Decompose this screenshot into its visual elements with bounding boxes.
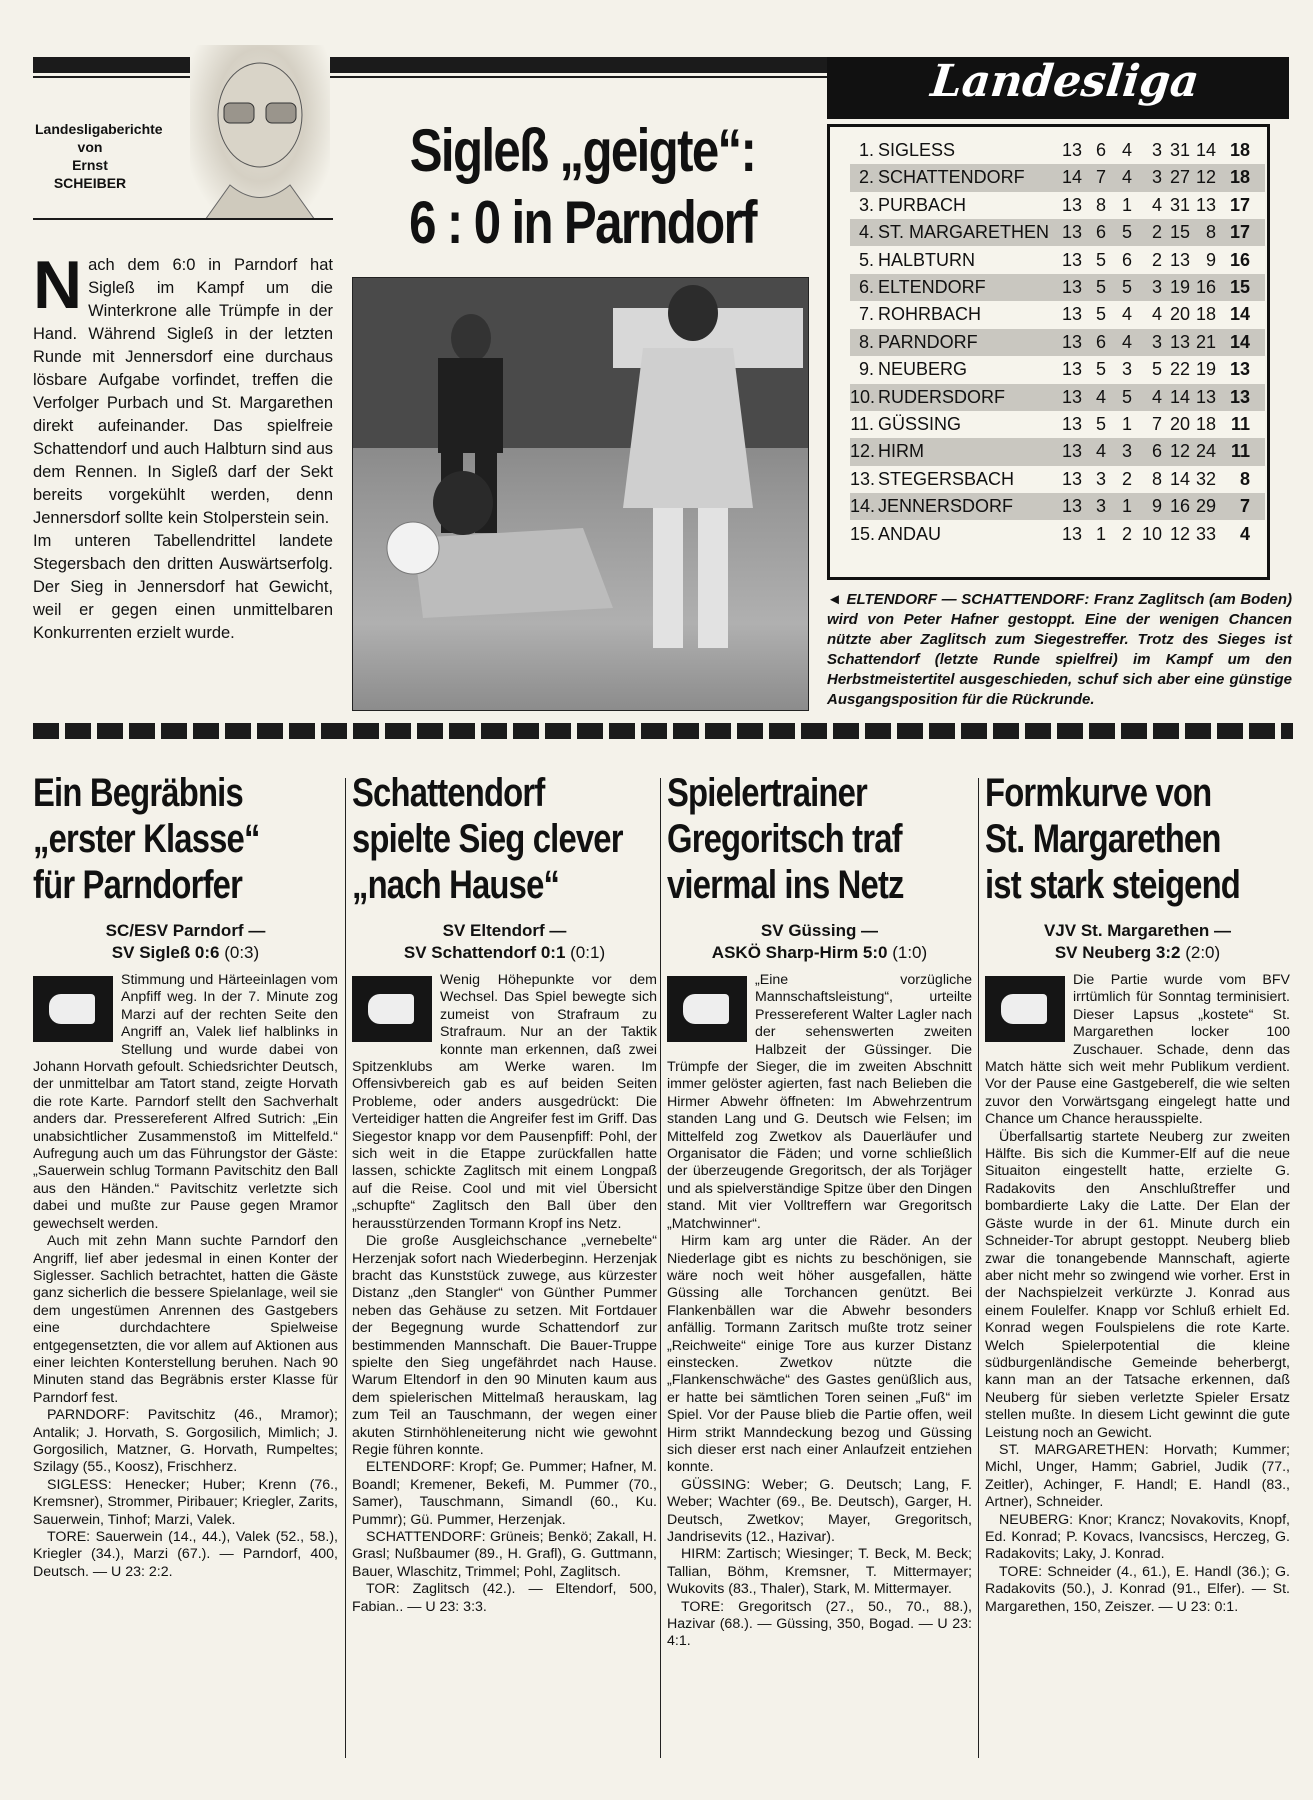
table-cell-team: PURBACH [878, 194, 967, 215]
article-headline-line: ist stark steigend [985, 863, 1241, 907]
table-row [850, 274, 1265, 301]
article-1 [33, 770, 338, 1581]
table-cell-rank: 15. [850, 523, 876, 544]
table-cell-rank: 12. [850, 441, 876, 462]
article-3 [667, 770, 972, 1651]
table-cell-p: 13 [1061, 331, 1082, 352]
match-teams-line-1: SV Eltendorf — [442, 921, 567, 940]
article-headline-line: Formkurve von [985, 771, 1212, 815]
table-row [850, 219, 1265, 246]
table-row [850, 301, 1265, 328]
table-cell-p: 13 [1061, 222, 1082, 243]
article-body [667, 972, 972, 1651]
table-row [850, 493, 1265, 520]
table-row [850, 521, 1265, 548]
table-row [850, 356, 1265, 383]
article-headline-line: „nach Hause“ [352, 863, 560, 907]
lineup-line: NEUBERG: Knor; Krancz; Novakovits, Knopf, Ed. Konrad; P. Kovacs, Ivancsiscs, Herczeg, G. Radakovits; Laky, J. Konrad. [985, 1511, 1290, 1563]
table-cell-rank: 14. [850, 496, 876, 517]
table-cell-p: 13 [1061, 414, 1082, 434]
table-cell-p: 13 [1061, 249, 1082, 270]
match-photo [352, 277, 809, 711]
table-cell-d: 4 [1121, 167, 1132, 188]
table-cell-d: 5 [1121, 386, 1132, 407]
table-cell-team: HALBTURN [878, 249, 976, 270]
table-cell-l: 4 [1151, 386, 1162, 407]
table-cell-pts: 13 [1229, 359, 1250, 380]
table-cell-ga: 19 [1195, 359, 1216, 380]
table-cell-team: SCHATTENDORF [878, 167, 1025, 188]
table-cell-w: 5 [1095, 414, 1106, 434]
article-headline-line: spielte Sieg clever [352, 817, 623, 861]
section-divider [33, 723, 1293, 739]
table-cell-gf: 31 [1169, 194, 1190, 215]
article-paragraph: Wenig Höhepunkte vor dem Wechsel. Das Spiel bewegte sich zumeist von Strafraum zu Strafraum. Nur an der Taktik konnte man erkennen, daß zwei Spitzenklubs am Werke waren. Im Offensivbereich gab es auf beiden Seiten Probleme, oder anders ausgedrückt: Die Verteidiger hatten die Angreifer fest im Griff. Das Siegestor knapp vor dem Pausenpfiff: Pohl, der sich weit in die Etappe zurückfallen hatte lassen, schickte Zaglitsch mit einem Longpaß auf die Reise. Cool und mit viel Übersicht „schupfte“ Zaglitsch den Ball über den herausstürzenden Tormann Kropf ins Netz. [352, 972, 657, 1232]
table-cell-team: GÜSSING [878, 414, 962, 434]
table-cell-gf: 27 [1169, 167, 1190, 188]
main-headline-line-1: Sigleß „geigte“: [409, 117, 756, 184]
thumbs-up-icon [985, 976, 1065, 1042]
table-cell-rank: 6. [858, 277, 874, 297]
match-teams-line-1: SC/ESV Parndorf — [105, 921, 266, 940]
table-cell-gf: 12 [1169, 441, 1190, 462]
author-rule [33, 218, 333, 220]
table-cell-team: STEGERSBACH [878, 468, 1015, 489]
lead-article [33, 247, 333, 645]
goals-line: TORE: Sauerwein (14., 44.), Valek (52., 58.), Kriegler (34.), Marzi (67.). — Parndorf, 400, Deutsch. — U 23: 2:2. [33, 1529, 338, 1580]
halftime-score: (0:3) [219, 943, 260, 962]
table-cell-d: 1 [1121, 414, 1132, 434]
table-row [850, 384, 1265, 411]
column-separator [978, 778, 979, 1758]
match-header [33, 920, 338, 964]
table-cell-ga: 18 [1195, 304, 1216, 325]
article-headline-line: Ein Begräbnis [33, 771, 243, 815]
table-cell-ga: 29 [1195, 496, 1216, 517]
table-cell-ga: 33 [1195, 523, 1216, 544]
article-headline-line: Spielertrainer [667, 771, 867, 815]
author-byline [35, 120, 163, 192]
table-cell-rank: 11. [850, 414, 874, 434]
lineup-line: ST. MARGARETHEN: Horvath; Kummer; Michl, Unger, Hamm; Gabriel, Judik (77., Zeitler), Achinger, F. Handl; E. Handl (83., Artner), Schneider. [985, 1441, 1290, 1511]
table-cell-ga: 24 [1195, 441, 1216, 462]
article-2 [352, 770, 657, 1616]
match-teams-line-1: VJV St. Margarethen — [1043, 921, 1232, 940]
table-cell-p: 13 [1061, 496, 1082, 517]
author-portrait-icon [190, 45, 330, 220]
byline-line-4: SCHEIBER [53, 175, 127, 191]
lineup-line: SIGLESS: Henecker; Huber; Krenn (76., Kremsner), Strommer, Piribauer; Kriegler, Zarits, Sauerwein, Tinhof; Marzi, Valek. [33, 1476, 338, 1528]
match-teams-line-1: SV Güssing — [760, 921, 879, 940]
table-cell-p: 13 [1061, 194, 1082, 215]
table-cell-gf: 14 [1169, 386, 1190, 407]
table-cell-l: 7 [1151, 414, 1162, 434]
table-cell-pts: 7 [1239, 496, 1250, 517]
table-cell-l: 4 [1151, 194, 1162, 215]
table-cell-w: 3 [1095, 468, 1106, 489]
table-row [850, 247, 1265, 274]
table-cell-w: 4 [1095, 441, 1106, 462]
pointing-hand-icon [33, 976, 113, 1042]
table-cell-pts: 14 [1229, 331, 1250, 352]
article-body [985, 972, 1290, 1616]
table-cell-rank: 5. [858, 249, 874, 270]
table-cell-d: 4 [1121, 304, 1132, 325]
table-cell-pts: 17 [1229, 222, 1250, 243]
article-paragraph: Stimmung und Härteeinlagen vom Anpfiff weg. In der 7. Minute zog Marzi auf der rechten Seite den Angriff an, Valek lief halblinks in Stellung und wurde dabei von Johann Horvath gefoult. Schiedsrichter Deutsch, der unmittelbar am Tatort stand, zeigte Horvath die rote Karte. Parndorf stellt den Sachverhalt anders dar. Pressereferent Alfred Sutrich: „Ein unabsichtlicher Zusammenstoß im Mittelfeld.“ Aufregung auch um das Führungstor der Gäste: „Sauerwein schlug Tormann Pavitschitz den Ball aus den Händen.“ Pavitschitz verletzte sich dabei und mußte zur Pause gegen Mramor gewechselt werden. [33, 972, 338, 1232]
table-cell-d: 3 [1121, 359, 1132, 380]
table-cell-l: 10 [1141, 523, 1162, 544]
table-cell-l: 8 [1151, 468, 1162, 489]
table-cell-p: 13 [1061, 441, 1082, 462]
table-cell-p: 13 [1061, 140, 1082, 160]
match-header [352, 920, 657, 964]
table-cell-d: 2 [1121, 468, 1132, 489]
table-cell-pts: 4 [1239, 523, 1250, 544]
table-row [850, 137, 1265, 164]
table-cell-pts: 15 [1229, 277, 1250, 297]
halftime-score: (1:0) [887, 943, 928, 962]
goals-line: TOR: Zaglitsch (42.). — Eltendorf, 500, Fabian.. — U 23: 3:3. [352, 1581, 657, 1615]
table-cell-pts: 11 [1230, 414, 1250, 434]
table-cell-ga: 18 [1195, 414, 1216, 434]
table-cell-rank: 4. [858, 222, 874, 243]
table-cell-d: 4 [1121, 140, 1132, 160]
table-cell-p: 13 [1061, 304, 1082, 325]
table-cell-gf: 12 [1169, 523, 1190, 544]
table-cell-team: JENNERSDORF [878, 496, 1014, 517]
match-teams-line-2 [33, 942, 338, 964]
table-cell-l: 3 [1151, 331, 1162, 352]
article-headline-line: St. Margarethen [985, 817, 1221, 861]
author-portrait [190, 45, 330, 220]
article-4 [985, 770, 1290, 1616]
table-cell-gf: 31 [1169, 140, 1190, 160]
table-cell-ga: 13 [1195, 194, 1216, 215]
article-headline-line: viermal ins Netz [667, 863, 904, 907]
match-teams-line-2 [985, 942, 1290, 964]
article-paragraph: Die Partie wurde vom BFV irrtümlich für Sonntag terminisiert. Dieser Lapsus „kostete“ St. Margarethen locker 100 Zuschauer. Schade, denn das Match hätte sich weit mehr Publikum verdient. Vor der Pause eine Gastgeberelf, die wie selten zuvor den Vorwärtsgang eingelegt hatte und Chance um Chance herausspielte. [985, 972, 1290, 1128]
table-cell-rank: 13. [850, 468, 876, 489]
table-cell-w: 5 [1095, 249, 1106, 270]
table-cell-gf: 13 [1169, 331, 1190, 352]
table-cell-ga: 32 [1195, 468, 1216, 489]
byline-line-1: Landesligaberichte [35, 121, 163, 137]
pointing-hand-icon [352, 976, 432, 1042]
table-cell-ga: 21 [1195, 331, 1216, 352]
table-cell-w: 3 [1095, 496, 1106, 517]
table-cell-d: 3 [1121, 441, 1132, 462]
table-cell-rank: 10. [850, 386, 876, 407]
match-score: ASKÖ Sharp-Hirm 5:0 [711, 943, 888, 962]
table-cell-l: 2 [1151, 249, 1162, 270]
match-score: SV Neuberg 3:2 [1054, 943, 1181, 962]
article-headline [667, 770, 917, 908]
byline-line-3: Ernst [72, 157, 108, 173]
goals-line: TORE: Gregoritsch (27., 50., 70., 88.), Hazivar (68.). — Güssing, 350, Bogad. — U 23: 4:1. [667, 1598, 972, 1650]
table-cell-gf: 20 [1169, 414, 1190, 434]
table-cell-gf: 15 [1169, 222, 1190, 243]
table-cell-ga: 16 [1195, 277, 1216, 297]
table-cell-l: 9 [1151, 496, 1162, 517]
table-cell-rank: 8. [858, 331, 874, 352]
table-cell-w: 5 [1095, 359, 1106, 380]
goals-line: TORE: Schneider (4., 61.), E. Handl (36.); G. Radakovits (50.), J. Konrad (91., Elfer). — St. Margarethen, 150, Zeiszer. — U 23: 0:1. [985, 1563, 1290, 1615]
table-row [850, 466, 1265, 493]
halftime-score: (0:1) [565, 943, 606, 962]
match-header [667, 920, 972, 964]
table-cell-w: 6 [1095, 222, 1106, 243]
table-row [850, 192, 1265, 219]
halftime-score: (2:0) [1180, 943, 1221, 962]
table-cell-l: 3 [1151, 167, 1162, 188]
table-cell-pts: 8 [1239, 468, 1250, 489]
table-cell-l: 6 [1151, 441, 1162, 462]
header-rule-thin [33, 76, 828, 78]
table-cell-w: 7 [1095, 167, 1106, 188]
article-body [352, 972, 657, 1616]
match-score: SV Sigleß 0:6 [111, 943, 220, 962]
table-cell-pts: 17 [1229, 194, 1250, 215]
lead-paragraph-2: Im unteren Tabellendrittel landete Stegersbach den dritten Auswärtserfolg. Der Sieg in Jennersdorf hat Gewicht, weil er gegen einen unmittelbaren Konkurrenten erzielt wurde. [33, 532, 333, 642]
table-cell-w: 6 [1095, 140, 1106, 160]
table-cell-rank: 1. [858, 140, 874, 160]
main-headline [396, 115, 769, 259]
table-cell-p: 13 [1061, 386, 1082, 407]
match-teams-line-2 [352, 942, 657, 964]
table-cell-ga: 12 [1195, 167, 1216, 188]
table-cell-d: 1 [1121, 496, 1132, 517]
table-cell-gf: 22 [1169, 359, 1190, 380]
article-headline [33, 770, 283, 908]
table-cell-p: 13 [1061, 277, 1082, 297]
table-cell-ga: 9 [1205, 249, 1216, 270]
table-cell-ga: 14 [1195, 140, 1216, 160]
article-paragraph: Auch mit zehn Mann suchte Parndorf den Angriff, lief aber jedesmal in einen Konter der Siglesser. Sachlich betrachtet, hatten die Gäste ganz sicherlich die bessere Spielanlage, weil sie dem ungestümen Anrennen des Gastgebers eine durchdachtere Spielweise entgegensetzten, die vor allem auf Aktionen aus einer leichten Konterstellung beruhen. Nach 90 Minuten stand das Begräbnis erster Klasse für Parndorf fest. [33, 1233, 338, 1406]
table-row [850, 438, 1265, 465]
lineup-line: ELTENDORF: Kropf; Ge. Pummer; Hafner, M. Boandl; Kremener, Bekefi, M. Pummer (70., Samer), Tauschmann, Simandl (60., Ku. Pummr); Gü. Pummer, Herzenjak. [352, 1459, 657, 1528]
table-cell-l: 4 [1151, 304, 1162, 325]
article-paragraph: „Eine vorzügliche Mannschaftsleistung“, urteilte Pressereferent Walter Lagler nach der sehenswerten zweiten Halbzeit der Güssinger. Die Trümpfe der Sieger, die im zweiten Abschnitt immer gelöster agierten, fast nach Belieben die Hirmer Abwehr öffneten: Im Abwehrzentrum standen Lang und G. Deutsch wie Felsen; im Mittelfeld zog Zwetkov als Dauerläufer und Organisator die Fäden; und vorne schließlich der überzeugende Gregoritsch, der als Torjäger und als spielverständige Spitze über den Dingen stand. Mit vier Volltreffern war Gregoritsch „Matchwinner“. [667, 972, 972, 1232]
table-cell-w: 6 [1095, 331, 1106, 352]
table-cell-gf: 20 [1169, 304, 1190, 325]
table-cell-l: 3 [1151, 277, 1162, 297]
lineup-line: HIRM: Zartisch; Wiesinger; T. Beck, M. Beck; Tallian, Böhm, Kremsner, T. Mittermayer; Wukovits (83., Thaler), Stark, M. Mittermayer. [667, 1546, 972, 1598]
match-header [985, 920, 1290, 964]
table-cell-pts: 14 [1229, 304, 1250, 325]
byline-line-2: von [77, 139, 103, 155]
dropcap: N [33, 247, 83, 323]
main-headline-line-2: 6 : 0 in Parndorf [409, 189, 756, 256]
table-cell-pts: 16 [1229, 249, 1250, 270]
table-cell-gf: 16 [1169, 496, 1190, 517]
table-cell-l: 2 [1151, 222, 1162, 243]
table-cell-team: PARNDORF [878, 331, 978, 352]
table-cell-team: RUDERSDORF [878, 386, 1006, 407]
table-cell-w: 5 [1095, 277, 1106, 297]
lineup-line: SCHATTENDORF: Grüneis; Benkö; Zakall, H. Grasl; Nußbaumer (89., H. Grafl), G. Guttmann, Bauer, Wlaschitz, Trimmel; Pohl, Zaglitsch. [352, 1529, 657, 1580]
league-title: Landesliga [928, 56, 1202, 107]
table-cell-team: ST. MARGARETHEN [878, 222, 1050, 243]
table-cell-gf: 13 [1169, 249, 1190, 270]
table-cell-w: 5 [1095, 304, 1106, 325]
table-cell-w: 4 [1095, 386, 1106, 407]
table-cell-team: SIGLESS [878, 140, 956, 160]
match-photo-icon [353, 278, 808, 710]
article-paragraph: Überfallsartig startete Neuberg zur zweiten Hälfte. Bis sich die Kummer-Elf auf die neue Situaiton eingestellt hatte, erzielte G. Radakovits den Anschlußtreffer und bombardierte Laky die Latte. Der Elan der Gäste wurde in der 61. Minute durch ein Schneider-Tor abrupt gestoppt. Neuberg blieb zwar die tonangebende Mannschaft, agierte aber nicht mehr so zwingend wie vorher. Erst in der Nachspielzeit verkürzte J. Konrad aus einem Foulelfer. Knapp vor Schluß erhielt Ed. Konrad wegen Foulspielens die rote Karte. Welch Spielerpotential die kleine südburgenländische Gemeinde beherbergt, kann man an der Tatsache erkennen, daß Neuberg für sieben verletzte Spieler Ersatz stellen mußte. In diesem Licht gewinnt die gute Leistung noch an Gewicht. [985, 1128, 1290, 1441]
table-cell-team: ROHRBACH [878, 304, 982, 325]
table-cell-d: 6 [1121, 249, 1132, 270]
lineup-line: PARNDORF: Pavitschitz (46., Mramor); Antalik; J. Horvath, S. Gorgosilich, Mimlich; J. Gorgosilich, Matzner, G. Horvath, Rumpeltes; Szilagy (55., Koosz), Frischherz. [33, 1407, 338, 1476]
column-separator [345, 778, 346, 1758]
table-cell-p: 13 [1061, 523, 1082, 544]
article-headline-line: Gregoritsch traf [667, 817, 902, 861]
article-headline-line: „erster Klasse“ [33, 817, 260, 861]
lead-text-1: ach dem 6:0 in Parndorf hat Sigleß im Kampf um die Winterkrone alle Trümpfe in der Hand. Während Sigleß in der letzten Runde mit Jennersdorf eine durchaus lösbare Aufgabe vorfindet, treffen die Verfolger Purbach und St. Margarethen direkt aufeinander. Das spielfreie Schattendorf und auch Halbturn sind aus dem Rennen. In Sigleß darf der Sekt bereits vorgekühlt werden, denn Jennersdorf sollte kein Stolperstein sein. [33, 256, 333, 527]
article-paragraph: Die große Ausgleichschance „vernebelte“ Herzenjak sofort nach Wiederbeginn. Herzenjak bracht das Kunststück zuwege, aus kürzester Distanz „den Stangler“ von Günther Pummer neben das Gehäuse zu setzen. Mit Fortdauer der Begegnung wurde Schattendorf zur bestimmenden Mannschaft. Die Bauer-Truppe spielte den Sieg ungefährdet nach Hause. Warum Eltendorf in den 90 Minuten kaum aus dem spielerischen Mittelmaß herauskam, lag zum Teil an Tauschmann, der wegen einer akuten Stirnhöhleneiterung nicht wie gewohnt Regie führen konnte. [352, 1233, 657, 1458]
match-score: SV Schattendorf 0:1 [403, 943, 566, 962]
table-cell-rank: 9. [858, 359, 874, 380]
table-cell-rank: 7. [858, 304, 874, 325]
thumbs-up-icon [667, 976, 747, 1042]
table-row [850, 164, 1265, 191]
table-row [850, 329, 1265, 356]
photo-caption: ◄ ELTENDORF — SCHATTENDORF: Franz Zaglitsch (am Boden) wird von Peter Hafner gestoppt. Eine der wenigen Chancen nützte aber Zaglitsch zum Siegestreffer. Trotz des Sieges ist Schattendorf (letzte Runde spielfrei) im Kampf um den Herbstmeistertitel ausgeschieden, schuf sich aber eine günstige Ausgangsposition für die Rückrunde. [827, 591, 1292, 708]
table-cell-d: 5 [1121, 277, 1132, 297]
league-table [827, 124, 1270, 580]
table-cell-gf: 14 [1169, 468, 1190, 489]
table-cell-team: HIRM [878, 441, 924, 462]
table-cell-rank: 3. [858, 194, 874, 215]
lineup-line: GÜSSING: Weber; G. Deutsch; Lang, F. Weber; Wachter (69., Be. Deutsch), Garger, H. Deutsch, Zwetkov; Mayer, Gregoritsch, Jandrisevits (12., Hazivar). [667, 1476, 972, 1545]
article-paragraph: Hirm kam arg unter die Räder. An der Niederlage gibt es nichts zu beschönigen, sie wäre noch weit höher ausgefallen, hätte Güssing alle Torchancen genützt. Bei Flankenbällen war die Abwehr besonders anfällig. Tormann Zaritsch mußte trotz seiner „Reichweite“ einige Tore aus kurzer Distanz einstecken. Zwetkov nützte die „Flankenschwäche“ des Gastes genüßlich aus, er hatte bei sämtlichen Toren seinen „Fuß“ im Spiel. Vor der Pause blieb die Partie offen, weil Hirm strikt Manndeckung bezog und Güssing sich dieser erst nach einer Anlaufzeit entziehen konnte. [667, 1233, 972, 1476]
article-headline-line: für Parndorfer [33, 863, 243, 907]
table-row [850, 411, 1265, 438]
table-cell-p: 14 [1061, 167, 1082, 188]
table-cell-pts: 11 [1230, 441, 1250, 462]
table-cell-gf: 19 [1169, 277, 1190, 297]
match-teams-line-2 [667, 942, 972, 964]
table-cell-pts: 18 [1229, 167, 1250, 188]
table-cell-d: 5 [1121, 222, 1132, 243]
header-rule [33, 57, 828, 73]
table-cell-l: 3 [1151, 140, 1162, 160]
column-separator [660, 778, 661, 1758]
table-cell-team: ANDAU [878, 523, 942, 544]
table-cell-d: 1 [1121, 194, 1132, 215]
table-cell-p: 13 [1061, 468, 1082, 489]
table-cell-pts: 13 [1229, 386, 1250, 407]
table-cell-p: 13 [1061, 359, 1082, 380]
table-cell-ga: 8 [1205, 222, 1216, 243]
article-headline [352, 770, 623, 908]
table-cell-ga: 13 [1195, 386, 1216, 407]
article-body [33, 972, 338, 1581]
table-cell-d: 2 [1121, 523, 1132, 544]
lead-paragraph-1 [33, 247, 333, 530]
table-cell-w: 8 [1095, 194, 1106, 215]
article-headline [985, 770, 1241, 908]
table-cell-l: 5 [1151, 359, 1162, 380]
table-cell-rank: 2. [858, 167, 874, 188]
table-cell-w: 1 [1095, 523, 1106, 544]
table-cell-d: 4 [1121, 331, 1132, 352]
table-cell-pts: 18 [1229, 140, 1250, 160]
table-cell-team: NEUBERG [878, 359, 968, 380]
article-headline-line: Schattendorf [352, 771, 545, 815]
table-cell-team: ELTENDORF [878, 277, 986, 297]
